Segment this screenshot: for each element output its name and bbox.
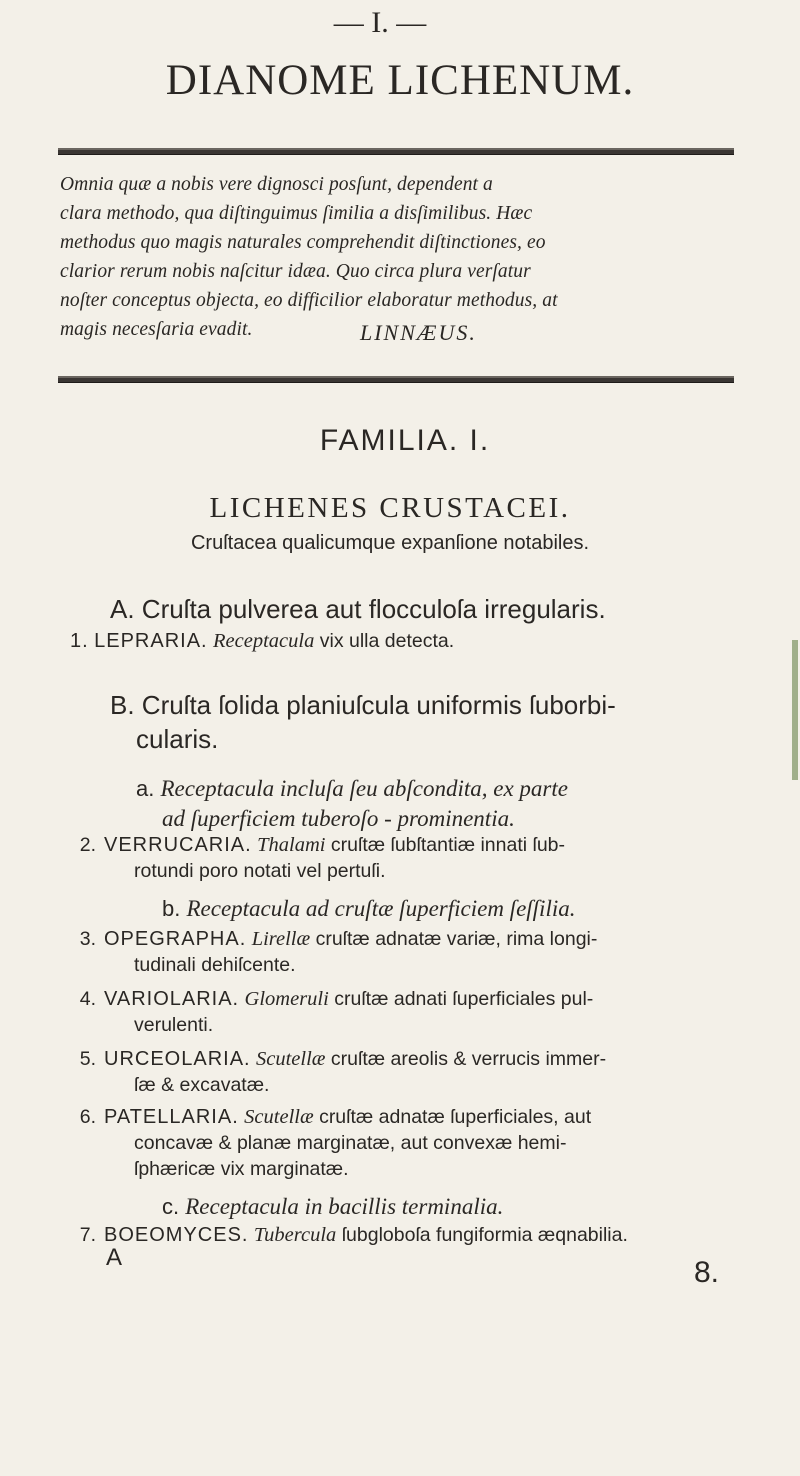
genus-description: cruſtæ areolis & verrucis immer- [330,1048,607,1070]
class-title: LICHENES CRUSTACEI. [209,492,571,524]
genus-number: 2. [79,834,96,856]
subsection-text: Receptacula ad cruſtæ ſuperficiem ſeſſilia. [186,896,576,921]
genus-description-cont: ſphæricæ vix marginatæ. [134,1158,349,1180]
genus-number: 7. [79,1224,96,1246]
genus-entry [79,988,594,1011]
motto-line: magis necesſaria evadit. [60,319,253,340]
genus-name: OPEGRAPHA. [104,928,247,950]
subsection-b [162,896,575,922]
section-b-heading-cont: cularis. [136,724,219,754]
genus-description-cont: concavæ & planæ marginatæ, aut convexæ hemi- [134,1132,567,1154]
page-number: — I. — [333,6,427,39]
genus-number: 4. [79,988,96,1010]
motto-author: LINNÆUS. [360,320,477,345]
genus-name: BOEOMYCES. [104,1224,249,1246]
subsection-text: Receptacula in bacillis terminalia. [185,1194,504,1219]
genus-description-cont: verulenti. [134,1014,214,1036]
genus-description: cruſtæ adnatæ ſuperficiales, aut [319,1106,592,1128]
motto-line: methodus quo magis naturales comprehendit diſtinctiones, eo [60,232,546,253]
subsection-text: Receptacula incluſa ſeu abſcondita, ex parte [160,776,568,801]
motto-block [60,170,740,344]
genus-entry [79,1224,628,1247]
genus-description: cruſtæ adnatæ variæ, rima longi- [315,928,598,950]
section-b-heading: B. Cruſta ſolida planiuſcula uniformis ſuborbi- [110,690,616,720]
genus-number: 5. [79,1048,96,1070]
genus-description-cont: rotundi poro notati vel pertuſi. [134,860,386,882]
subsection-text: ad ſuperficiem tuberoſo - prominentia. [162,806,515,831]
genus-description-cont: tudinali dehiſcente. [134,954,296,976]
genus-organ: Lirellæ [251,928,311,950]
genus-entry [79,928,598,951]
genus-entry [79,834,566,857]
genus-entry [79,1048,607,1071]
subsection-c [162,1194,503,1220]
section-a-heading: A. Cruſta pulverea aut flocculoſa irregularis. [110,594,606,624]
genus-name: LEPRARIA. [94,630,208,652]
genus-entry [70,630,454,653]
page-edge-stain [792,640,798,780]
subsection-label: a. [136,776,155,801]
genus-number: 3. [79,928,96,950]
genus-description: cruſtæ ſubſtantiæ innati ſub- [330,834,566,856]
genus-organ: Receptacula [213,630,315,652]
genus-entry [79,1106,592,1129]
genus-name: VARIOLARIA. [104,988,240,1010]
genus-description: ſubgloboſa fungiformia æqnabilia. [341,1224,628,1246]
genus-number: 6. [79,1106,96,1128]
catchword: 8. [694,1256,720,1289]
genus-name: VERRUCARIA. [104,834,252,856]
genus-description: cruſtæ adnati ſuperficiales pul- [334,988,594,1010]
subsection-label: c. [162,1194,180,1219]
subsection-a-cont [162,806,515,832]
motto-line: clarior rerum nobis naſcitur idæa. Quo circa plura verſatur [60,261,531,282]
genus-number: 1. [70,630,89,652]
subsection-a [136,776,568,802]
genus-organ: Tubercula [253,1224,337,1246]
genus-organ: Scutellæ [256,1048,326,1070]
genus-description: vix ulla detecta. [319,630,455,652]
genus-organ: Glomeruli [244,988,329,1010]
genus-name: PATELLARIA. [104,1106,239,1128]
genus-description-cont: ſæ & excavatæ. [134,1074,270,1096]
subsection-label: b. [162,896,181,921]
class-description: Cruſtacea qualicumque expanſione notabiles. [190,532,590,554]
top-rule [58,148,734,155]
motto-line: Omnia quæ a nobis vere dignosci posſunt, dependent a [60,174,493,195]
signature-mark: A [106,1244,123,1271]
genus-organ: Thalami [257,834,326,856]
family-heading: FAMILIA. I. [319,424,491,457]
page-title: DIANOME LICHENUM. [165,57,635,104]
bottom-rule [58,376,734,383]
motto-line: noſter conceptus objecta, eo difficilior elaboratur methodus, at [60,290,558,311]
genus-organ: Scutellæ [244,1106,314,1128]
genus-name: URCEOLARIA. [104,1048,251,1070]
motto-line: clara methodo, qua diſtinguimus ſimilia a disſimilibus. Hæc [60,203,533,224]
